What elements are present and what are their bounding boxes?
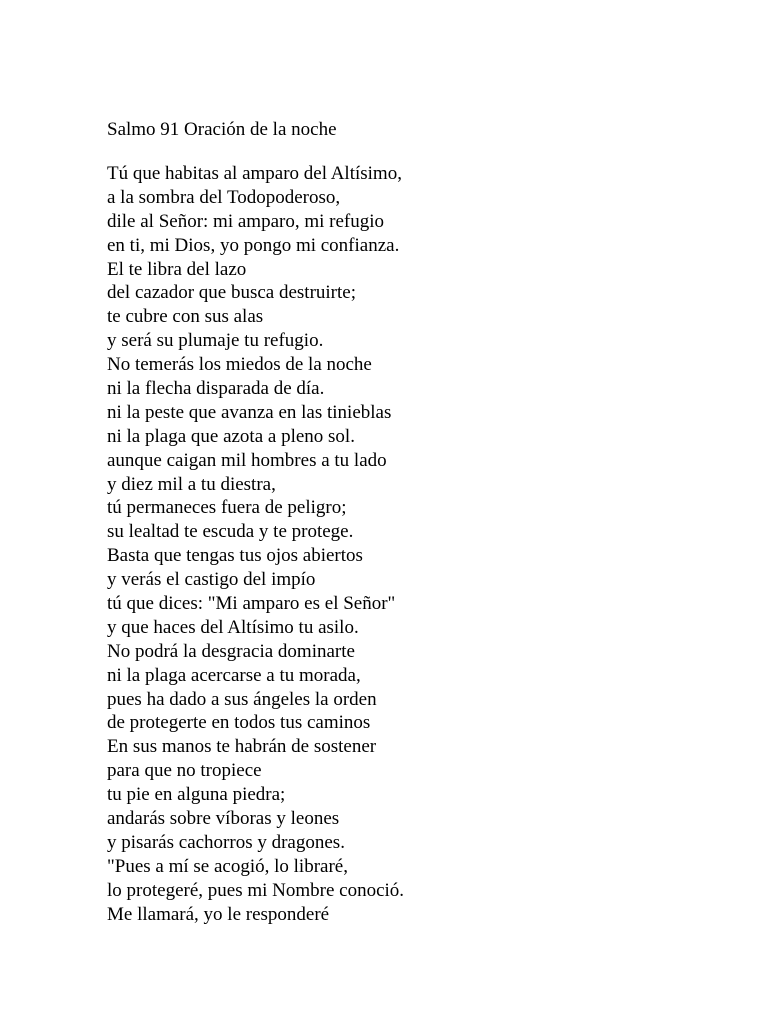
poem-line: ni la flecha disparada de día. bbox=[107, 378, 325, 400]
poem-line: En sus manos te habrán de sostener bbox=[107, 736, 377, 758]
poem-body bbox=[107, 162, 404, 927]
poem-line: ni la plaga que azota a pleno sol. bbox=[107, 425, 355, 447]
poem-line: tu pie en alguna piedra; bbox=[107, 784, 286, 806]
poem-line: lo protegeré, pues mi Nombre conoció. bbox=[107, 879, 405, 901]
poem-line: No podrá la desgracia dominarte bbox=[107, 640, 355, 662]
poem-line: y que haces del Altísimo tu asilo. bbox=[107, 616, 359, 638]
poem-line: ni la peste que avanza en las tinieblas bbox=[107, 401, 392, 423]
poem-line: de protegerte en todos tus caminos bbox=[107, 712, 371, 734]
poem-line: aunque caigan mil hombres a tu lado bbox=[107, 449, 387, 471]
poem-line: y pisarás cachorros y dragones. bbox=[107, 831, 345, 853]
poem-line: para que no tropiece bbox=[107, 760, 262, 782]
poem-line: pues ha dado a sus ángeles la orden bbox=[107, 688, 377, 710]
document-title: Salmo 91 Oración de la noche bbox=[107, 119, 337, 140]
poem-line: a la sombra del Todopoderoso, bbox=[107, 186, 341, 208]
poem-line: andarás sobre víboras y leones bbox=[107, 808, 340, 830]
poem-line: No temerás los miedos de la noche bbox=[107, 354, 372, 376]
poem-line: y será su plumaje tu refugio. bbox=[107, 330, 324, 352]
poem-line: en ti, mi Dios, yo pongo mi confianza. bbox=[107, 234, 400, 256]
poem-line: Me llamará, yo le responderé bbox=[107, 903, 330, 925]
poem-line: tú que dices: "Mi amparo es el Señor" bbox=[107, 593, 396, 615]
poem-line: del cazador que busca destruirte; bbox=[107, 282, 356, 304]
poem-line: y verás el castigo del impío bbox=[107, 569, 316, 591]
poem-line: "Pues a mí se acogió, lo libraré, bbox=[107, 855, 348, 877]
poem-line: Basta que tengas tus ojos abiertos bbox=[107, 545, 363, 567]
poem-line: y diez mil a tu diestra, bbox=[107, 473, 276, 495]
poem-line: te cubre con sus alas bbox=[107, 306, 264, 328]
poem-line: ni la plaga acercarse a tu morada, bbox=[107, 664, 361, 686]
poem-line: dile al Señor: mi amparo, mi refugio bbox=[107, 210, 385, 232]
poem-line: El te libra del lazo bbox=[107, 258, 247, 280]
poem-line: tú permaneces fuera de peligro; bbox=[107, 497, 347, 519]
poem-line: su lealtad te escuda y te protege. bbox=[107, 521, 354, 543]
poem-line: Tú que habitas al amparo del Altísimo, bbox=[107, 163, 402, 184]
